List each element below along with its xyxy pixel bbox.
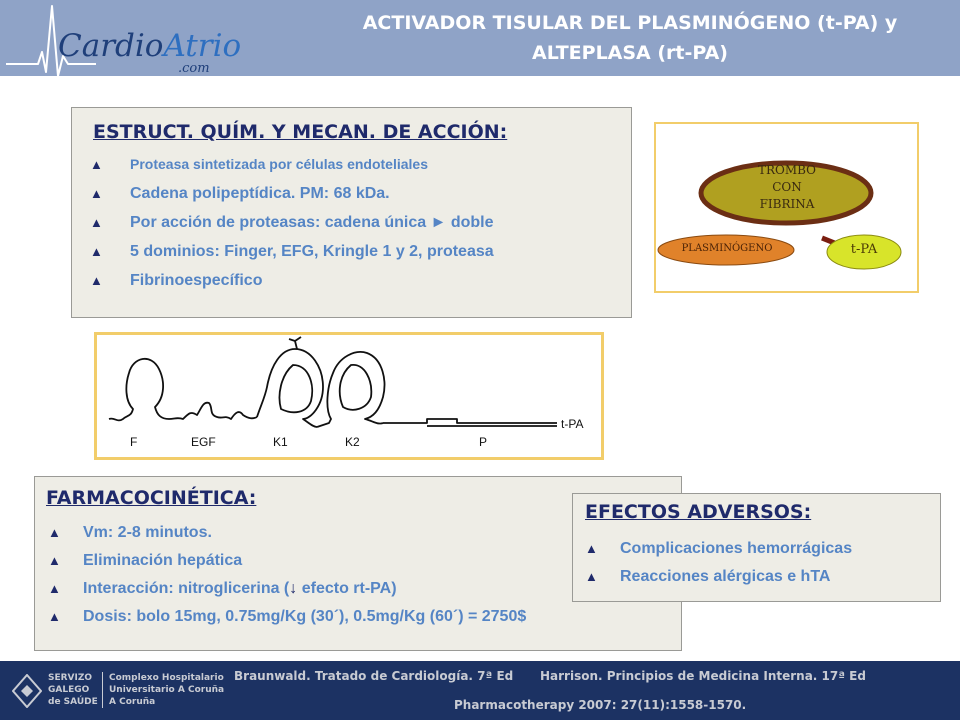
list-item: ▲ Complicaciones hemorrágicas <box>585 540 853 557</box>
list-item: ▲ Interacción: nitroglicerina (↓ efecto rt-PA) <box>48 580 397 597</box>
structure-box <box>71 107 632 318</box>
adverse-list <box>585 540 852 596</box>
adverse-heading: EFECTOS ADVERSOS: <box>585 501 812 523</box>
bullet-icon: ▲ <box>48 553 61 568</box>
glycosylation-icon <box>289 337 301 349</box>
pk-heading: FARMACOCINÉTICA: <box>46 487 257 509</box>
protease-chain <box>383 419 557 426</box>
reference-pharmacotherapy: Pharmacotherapy 2007: 27(11):1558-1570. <box>454 698 747 712</box>
list-item: ▲ Reacciones alérgicas e hTA <box>585 568 831 585</box>
list-item: ▲ Vm: 2-8 minutos. <box>48 524 212 541</box>
bullet-icon: ▲ <box>90 186 103 201</box>
kringle2-icon <box>317 352 384 427</box>
ecg-trace-icon <box>0 0 240 80</box>
tpa-label: t-PA <box>850 242 878 257</box>
pk-list <box>48 524 526 636</box>
down-arrow-icon: ↓ <box>289 580 298 597</box>
cardioatrio-logo <box>0 0 240 80</box>
bullet-icon: ▲ <box>90 157 103 172</box>
bullet-icon: ▲ <box>90 273 103 288</box>
slide-title <box>300 8 960 68</box>
clot-label: TROMBO CON FIBRINA <box>757 163 817 211</box>
domain-label-k1: K1 <box>273 435 288 449</box>
reference-harrison: Harrison. Principios de Medicina Interna. 17ª Ed <box>540 669 866 683</box>
structure-heading: ESTRUCT. QUÍM. Y MECAN. DE ACCIÓN: <box>93 121 508 143</box>
list-item: ▲ Proteasa sintetizada por células endoteliales <box>90 156 428 172</box>
sergas-logo <box>12 670 227 712</box>
list-item: ▲ Eliminación hepática <box>48 552 243 569</box>
domain-label-f: F <box>130 435 138 449</box>
bullet-icon: ▲ <box>48 581 61 596</box>
molecule-label: t-PA <box>561 417 584 431</box>
sergas-emblem-icon <box>12 674 42 708</box>
domain-label-k2: K2 <box>345 435 360 449</box>
bullet-icon: ▲ <box>585 569 598 584</box>
bullet-icon: ▲ <box>90 215 103 230</box>
sergas-org-label: SERVIZO GALEGO de SAÚDE <box>48 673 98 707</box>
bullet-icon: ▲ <box>585 541 598 556</box>
slide-title-line1: ACTIVADOR TISULAR DEL PLASMINÓGENO (t-PA) y <box>362 12 898 34</box>
list-item: ▲ Fibrinoespecífico <box>90 272 263 289</box>
plasminogen-label: PLASMINÓGENO <box>681 243 773 254</box>
svg-text:.com: .com <box>178 61 210 76</box>
footer-bar <box>0 661 960 720</box>
svg-text:CardioAtrio: CardioAtrio <box>58 28 240 64</box>
kringle1-inner-icon <box>280 365 313 412</box>
bullet-icon: ▲ <box>48 525 61 540</box>
list-item: ▲ 5 dominios: Finger, EFG, Kringle 1 y 2, proteasa <box>90 243 494 260</box>
domain-label-p: P <box>479 435 488 449</box>
domain-diagram <box>94 332 604 460</box>
adverse-effects-box <box>572 493 941 602</box>
reference-braunwald: Braunwald. Tratado de Cardiología. 7ª Ed <box>234 669 514 683</box>
finger-egf-chain <box>109 359 257 421</box>
list-item: ▲ Cadena polipeptídica. PM: 68 kDa. <box>90 185 390 202</box>
structure-list <box>90 156 494 301</box>
domain-label-egf: EGF <box>191 435 216 449</box>
slide-title-line2: ALTEPLASA (rt-PA) <box>532 42 728 64</box>
thrombus-diagram <box>654 122 919 293</box>
list-item: ▲ Dosis: bolo 15mg, 0.75mg/Kg (30´), 0.5mg/Kg (60´) = 2750$ <box>48 608 527 625</box>
list-item: ▲ Por acción de proteasas: cadena única ► doble <box>90 214 494 231</box>
bullet-icon: ▲ <box>90 244 103 259</box>
hospital-label: Complexo Hospitalario Universitario A Coruña A Coruña <box>102 672 224 708</box>
bullet-icon: ▲ <box>48 609 61 624</box>
kringle2-inner-icon <box>340 365 372 410</box>
